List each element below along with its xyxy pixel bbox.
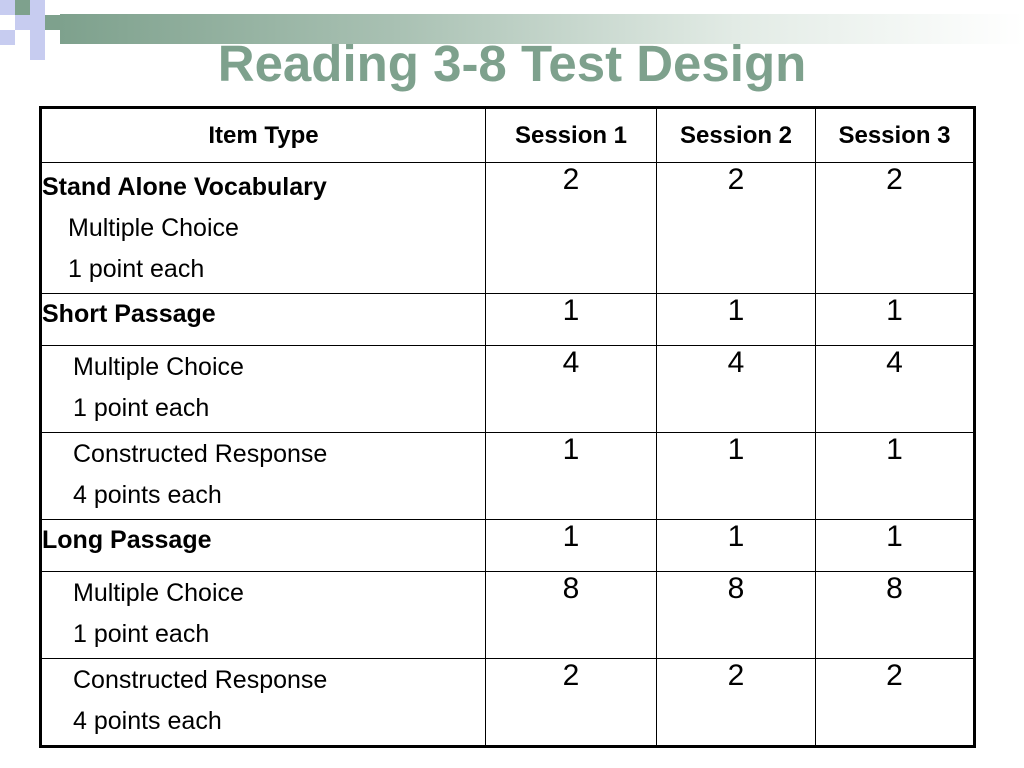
item-format: Multiple Choice [73, 353, 244, 381]
session-2-count: 2 [657, 659, 816, 747]
session-3-count: 1 [816, 433, 975, 520]
session-2-count: 1 [657, 433, 816, 520]
session-3-count: 2 [816, 163, 975, 294]
item-points: 4 points each [73, 481, 222, 509]
item-heading: Long Passage [42, 526, 212, 554]
session-1-count: 8 [486, 572, 657, 659]
corner-square [0, 15, 15, 30]
item-points: 4 points each [73, 707, 222, 735]
session-2-count: 4 [657, 346, 816, 433]
item-type-cell [41, 520, 486, 572]
item-points: 1 point each [73, 620, 210, 648]
item-type-cell [41, 346, 486, 433]
header-item-type: Item Type [41, 108, 486, 163]
item-type-cell [41, 294, 486, 346]
session-3-count: 4 [816, 346, 975, 433]
header-session-1: Session 1 [486, 108, 657, 163]
session-3-count: 1 [816, 520, 975, 572]
session-2-count: 8 [657, 572, 816, 659]
item-type-cell [41, 433, 486, 520]
item-type-cell [41, 659, 486, 747]
item-points: 1 point each [73, 394, 210, 422]
table-row [41, 520, 975, 572]
session-2-count: 1 [657, 294, 816, 346]
corner-square [30, 15, 45, 30]
slide-title: Reading 3-8 Test Design [217, 35, 807, 92]
table-row [41, 659, 975, 747]
corner-square [0, 0, 15, 15]
table-header-row [41, 108, 975, 163]
session-1-count: 2 [486, 659, 657, 747]
corner-square [30, 0, 45, 15]
test-design-table [39, 106, 976, 748]
item-type-cell [41, 572, 486, 659]
session-3-count: 2 [816, 659, 975, 747]
table-row [41, 346, 975, 433]
item-format: Multiple Choice [73, 579, 244, 607]
item-format: Constructed Response [73, 666, 328, 694]
item-heading: Short Passage [42, 300, 216, 328]
item-points: 1 point each [68, 255, 205, 283]
item-format: Multiple Choice [68, 214, 239, 242]
session-3-count: 1 [816, 294, 975, 346]
item-format: Constructed Response [73, 440, 328, 468]
session-2-count: 1 [657, 520, 816, 572]
corner-square [15, 0, 30, 15]
table-row [41, 433, 975, 520]
header-session-3: Session 3 [816, 108, 975, 163]
table-row [41, 294, 975, 346]
session-1-count: 1 [486, 520, 657, 572]
corner-square [45, 15, 60, 30]
session-1-count: 2 [486, 163, 657, 294]
table-row [41, 572, 975, 659]
header-session-2: Session 2 [657, 108, 816, 163]
corner-square [45, 0, 60, 15]
item-type-cell [41, 163, 486, 294]
session-3-count: 8 [816, 572, 975, 659]
session-1-count: 4 [486, 346, 657, 433]
session-1-count: 1 [486, 433, 657, 520]
session-2-count: 2 [657, 163, 816, 294]
item-heading: Stand Alone Vocabulary [42, 173, 327, 201]
corner-square [15, 15, 30, 30]
session-1-count: 1 [486, 294, 657, 346]
table-row [41, 163, 975, 294]
